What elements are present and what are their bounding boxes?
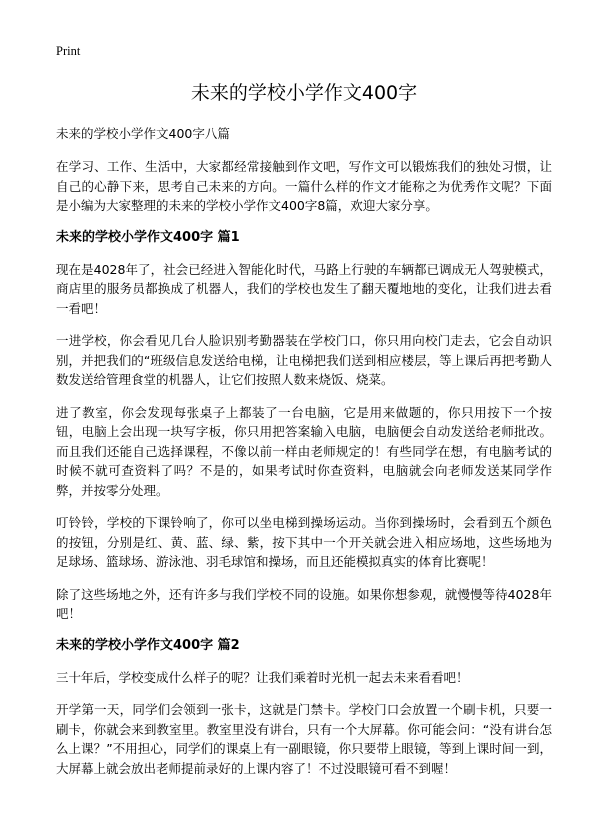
paragraph: 一进学校，你会看见几台人脸识别考勤器装在学校门口，你只用向校门走去，它会自动识别，并把我们的“班级信息发送给电梯，让电梯把我们送到相应楼层，等上课后再把考勤人数发送给管理食堂的机器人，让它们按照人数来烧饭、烧菜。 bbox=[56, 333, 552, 387]
paragraph: 现在是4028年了，社会已经进入智能化时代，马路上行驶的车辆都已调成无人驾驶模式，商店里的服务员都换成了机器人，我们的学校也发生了翻天覆地地的变化，让我们进去看一看吧！ bbox=[56, 261, 552, 316]
paragraph: 三十年后，学校变成什么样子的呢？让我们乘着时光机一起去未来看看吧！ bbox=[56, 669, 469, 685]
paragraph: 开学第一天，同学们会领到一张卡，这就是门禁卡。学校门口会放置一个刷卡机，只要一刷卡，你就会来到教室里。教室里没有讲台，只有一个大屏幕。你可能会问：“没有讲台怎么上课？”不用担心，同学们的课桌上有一副眼镜，你只要带上眼镜，等到上课时间一到，大屏幕上就会放出老师提前录好的上课内容了！不过没眼镜可看不到喔！ bbox=[56, 702, 552, 776]
print-link[interactable]: Print bbox=[56, 44, 81, 58]
section-heading: 未来的学校小学作文400字 篇1 bbox=[56, 229, 240, 245]
intro-paragraph: 在学习、工作、生活中，大家都经常接触到作文吧，写作文可以锻炼我们的独处习惯，让自己的心静下来，思考自己未来的方向。一篇什么样的作文才能称之为优秀作文呢？下面是小编为大家整理的未来的学校小学作文400字8篇，欢迎大家分享。 bbox=[56, 159, 552, 213]
paragraph: 除了这些场地之外，还有许多与我们学校不同的设施。如果你想参观，就慢慢等待4028年吧！ bbox=[56, 586, 552, 621]
page-title: 未来的学校小学作文400字 bbox=[190, 82, 418, 104]
section-heading: 未来的学校小学作文400字 篇2 bbox=[56, 637, 240, 653]
paragraph: 进了教室，你会发现每张桌子上都装了一台电脑，它是用来做题的，你只用按下一个按钮，电脑上会出现一块写字板，你只用把答案输入电脑，电脑便会自动发送给老师批改。而且我们还能自己选择课程，不像以前一样由老师规定的！有些同学在想，有电脑考试的时候不就可查资料了吗？不是的，如果考试时你查资料，电脑就会向老师发送某同学作弊，并按零分处理。 bbox=[56, 404, 552, 498]
paragraph: 叮铃铃，学校的下课铃响了，你可以坐电梯到操场运动。当你到操场时，会看到五个颜色的按钮，分别是红、黄、蓝、绿、紫，按下其中一个开关就会进入相应场地，这些场地为足球场、篮球场、游泳池、羽毛球馆和操场，而且还能模拟真实的体育比赛呢！ bbox=[56, 515, 552, 569]
document-subtitle: 未来的学校小学作文400字八篇 bbox=[56, 126, 230, 141]
